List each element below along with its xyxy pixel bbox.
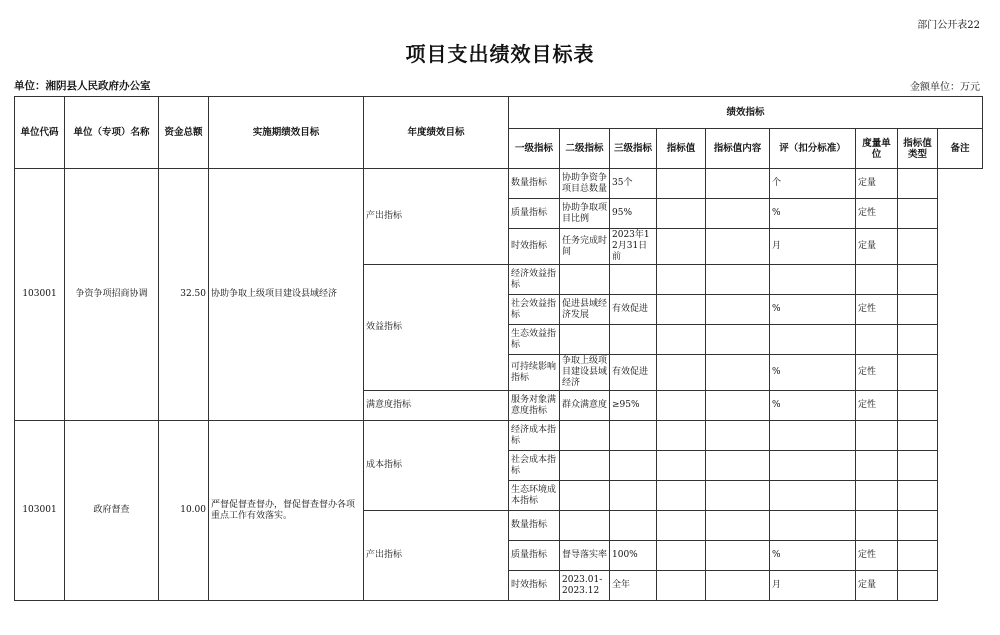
cell-type <box>856 481 898 511</box>
cell-measure: % <box>770 355 856 391</box>
table-row <box>15 169 983 199</box>
cell-type: 定量 <box>856 229 898 265</box>
cell-measure <box>770 265 856 295</box>
cell-content <box>657 325 706 355</box>
cell-score <box>706 355 770 391</box>
cell-type <box>856 451 898 481</box>
cell-l3: 群众满意度 <box>560 391 610 421</box>
cell-type <box>856 325 898 355</box>
page-number: 部门公开表22 <box>917 20 980 31</box>
cell-type: 定性 <box>856 355 898 391</box>
header-type: 指标值类型 <box>898 129 938 169</box>
cell-l3: 督导落实率 <box>560 541 610 571</box>
table-row <box>15 421 983 451</box>
cell-score <box>706 421 770 451</box>
cell-l2: 生态环境成本指标 <box>509 481 560 511</box>
cell-score <box>706 571 770 601</box>
header-measure: 度量单位 <box>856 129 898 169</box>
cell-l3 <box>560 481 610 511</box>
header-score: 评（扣分标准） <box>770 129 856 169</box>
cell-val <box>610 481 657 511</box>
cell-content <box>657 295 706 325</box>
cell-amount: 32.50 <box>159 169 209 421</box>
cell-l1: 成本指标 <box>364 421 509 511</box>
cell-score <box>706 325 770 355</box>
cell-val: 35个 <box>610 169 657 199</box>
cell-val: 有效促进 <box>610 355 657 391</box>
header-content: 指标值内容 <box>706 129 770 169</box>
header-goal-year: 年度绩效目标 <box>364 97 509 169</box>
cell-l2: 社会效益指标 <box>509 295 560 325</box>
cell-l3: 协助争取项目比例 <box>560 199 610 229</box>
cell-val <box>610 511 657 541</box>
cell-name: 争资争项招商协调 <box>65 169 159 421</box>
cell-val <box>610 421 657 451</box>
cell-content <box>657 199 706 229</box>
cell-l3 <box>560 451 610 481</box>
cell-l2: 数量指标 <box>509 169 560 199</box>
cell-type: 定量 <box>856 169 898 199</box>
cell-remark <box>898 481 938 511</box>
cell-type: 定性 <box>856 199 898 229</box>
cell-remark <box>898 571 938 601</box>
cell-l3 <box>560 421 610 451</box>
cell-l3: 协助争资争项目总数量 <box>560 169 610 199</box>
cell-l2: 数量指标 <box>509 511 560 541</box>
cell-val <box>610 451 657 481</box>
cell-l2: 时效指标 <box>509 571 560 601</box>
cell-score <box>706 391 770 421</box>
cell-val: 有效促进 <box>610 295 657 325</box>
header-val: 指标值 <box>657 129 706 169</box>
cell-remark <box>898 451 938 481</box>
cell-l2: 社会成本指标 <box>509 451 560 481</box>
cell-l2: 质量指标 <box>509 199 560 229</box>
cell-score <box>706 265 770 295</box>
cell-l1: 产出指标 <box>364 169 509 265</box>
cell-l2: 生态效益指标 <box>509 325 560 355</box>
cell-type: 定性 <box>856 391 898 421</box>
cell-remark <box>898 325 938 355</box>
cell-remark <box>898 511 938 541</box>
cell-l2: 可持续影响指标 <box>509 355 560 391</box>
header-l1: 一级指标 <box>509 129 560 169</box>
cell-val: 全年 <box>610 571 657 601</box>
cell-l3 <box>560 511 610 541</box>
cell-name: 政府督查 <box>65 421 159 601</box>
cell-measure <box>770 451 856 481</box>
cell-content <box>657 571 706 601</box>
cell-content <box>657 511 706 541</box>
cell-remark <box>898 421 938 451</box>
cell-type: 定量 <box>856 571 898 601</box>
cell-remark <box>898 391 938 421</box>
cell-val: 95% <box>610 199 657 229</box>
cell-measure: 月 <box>770 571 856 601</box>
cell-content <box>657 355 706 391</box>
cell-score <box>706 169 770 199</box>
cell-l3 <box>560 325 610 355</box>
cell-goal: 严督促督查督办，督促督查督办各项重点工作有效落实。 <box>209 421 364 601</box>
cell-l1: 产出指标 <box>364 511 509 601</box>
cell-remark <box>898 229 938 265</box>
cell-l3: 任务完成时间 <box>560 229 610 265</box>
cell-measure <box>770 511 856 541</box>
cell-measure: % <box>770 541 856 571</box>
cell-l2: 经济成本指标 <box>509 421 560 451</box>
cell-content <box>657 265 706 295</box>
cell-content <box>657 391 706 421</box>
cell-remark <box>898 541 938 571</box>
cell-l2: 时效指标 <box>509 229 560 265</box>
cell-l3: 促进县域经济发展 <box>560 295 610 325</box>
cell-l1: 效益指标 <box>364 265 509 391</box>
cell-amount: 10.00 <box>159 421 209 601</box>
header-name: 单位（专项）名称 <box>65 97 159 169</box>
cell-score <box>706 451 770 481</box>
cell-remark <box>898 169 938 199</box>
cell-remark <box>898 265 938 295</box>
cell-l2: 质量指标 <box>509 541 560 571</box>
cell-score <box>706 481 770 511</box>
header-code: 单位代码 <box>15 97 65 169</box>
cell-score <box>706 295 770 325</box>
cell-val: 2023年12月31日前 <box>610 229 657 265</box>
cell-type <box>856 265 898 295</box>
cell-score <box>706 229 770 265</box>
cell-type: 定性 <box>856 295 898 325</box>
cell-l3: 争取上级项目建设县域经济 <box>560 355 610 391</box>
cell-score <box>706 511 770 541</box>
cell-type <box>856 511 898 541</box>
cell-l2: 服务对象满意度指标 <box>509 391 560 421</box>
cell-content <box>657 229 706 265</box>
unit-label: 单位：湘阴县人民政府办公室 <box>14 80 151 92</box>
cell-measure: % <box>770 295 856 325</box>
cell-content <box>657 421 706 451</box>
cell-val <box>610 325 657 355</box>
cell-remark <box>898 295 938 325</box>
cell-measure: 个 <box>770 169 856 199</box>
cell-goal: 协助争取上级项目建设县域经济 <box>209 169 364 421</box>
cell-measure: 月 <box>770 229 856 265</box>
cell-l3: 2023.01-2023.12 <box>560 571 610 601</box>
header-l2: 二级指标 <box>560 129 610 169</box>
cell-score <box>706 541 770 571</box>
cell-code: 103001 <box>15 421 65 601</box>
cell-val: ≥95% <box>610 391 657 421</box>
cell-score <box>706 199 770 229</box>
cell-remark <box>898 355 938 391</box>
cell-content <box>657 481 706 511</box>
performance-table <box>14 96 983 601</box>
cell-content <box>657 169 706 199</box>
cell-measure: % <box>770 391 856 421</box>
cell-l3 <box>560 265 610 295</box>
cell-measure <box>770 481 856 511</box>
amount-unit-label: 金额单位：万元 <box>910 82 980 93</box>
cell-code: 103001 <box>15 169 65 421</box>
header-remark: 备注 <box>938 129 983 169</box>
header-amount: 资金总额 <box>159 97 209 169</box>
cell-l2: 经济效益指标 <box>509 265 560 295</box>
cell-content <box>657 541 706 571</box>
cell-measure <box>770 325 856 355</box>
header-goal-period: 实施期绩效目标 <box>209 97 364 169</box>
cell-remark <box>898 199 938 229</box>
cell-type: 定性 <box>856 541 898 571</box>
header-perf: 绩效指标 <box>509 97 983 129</box>
page-title: 项目支出绩效目标表 <box>405 42 595 66</box>
cell-val <box>610 265 657 295</box>
cell-val: 100% <box>610 541 657 571</box>
header-l3: 三级指标 <box>610 129 657 169</box>
cell-type <box>856 421 898 451</box>
cell-l1: 满意度指标 <box>364 391 509 421</box>
cell-measure <box>770 421 856 451</box>
cell-measure: % <box>770 199 856 229</box>
cell-content <box>657 451 706 481</box>
